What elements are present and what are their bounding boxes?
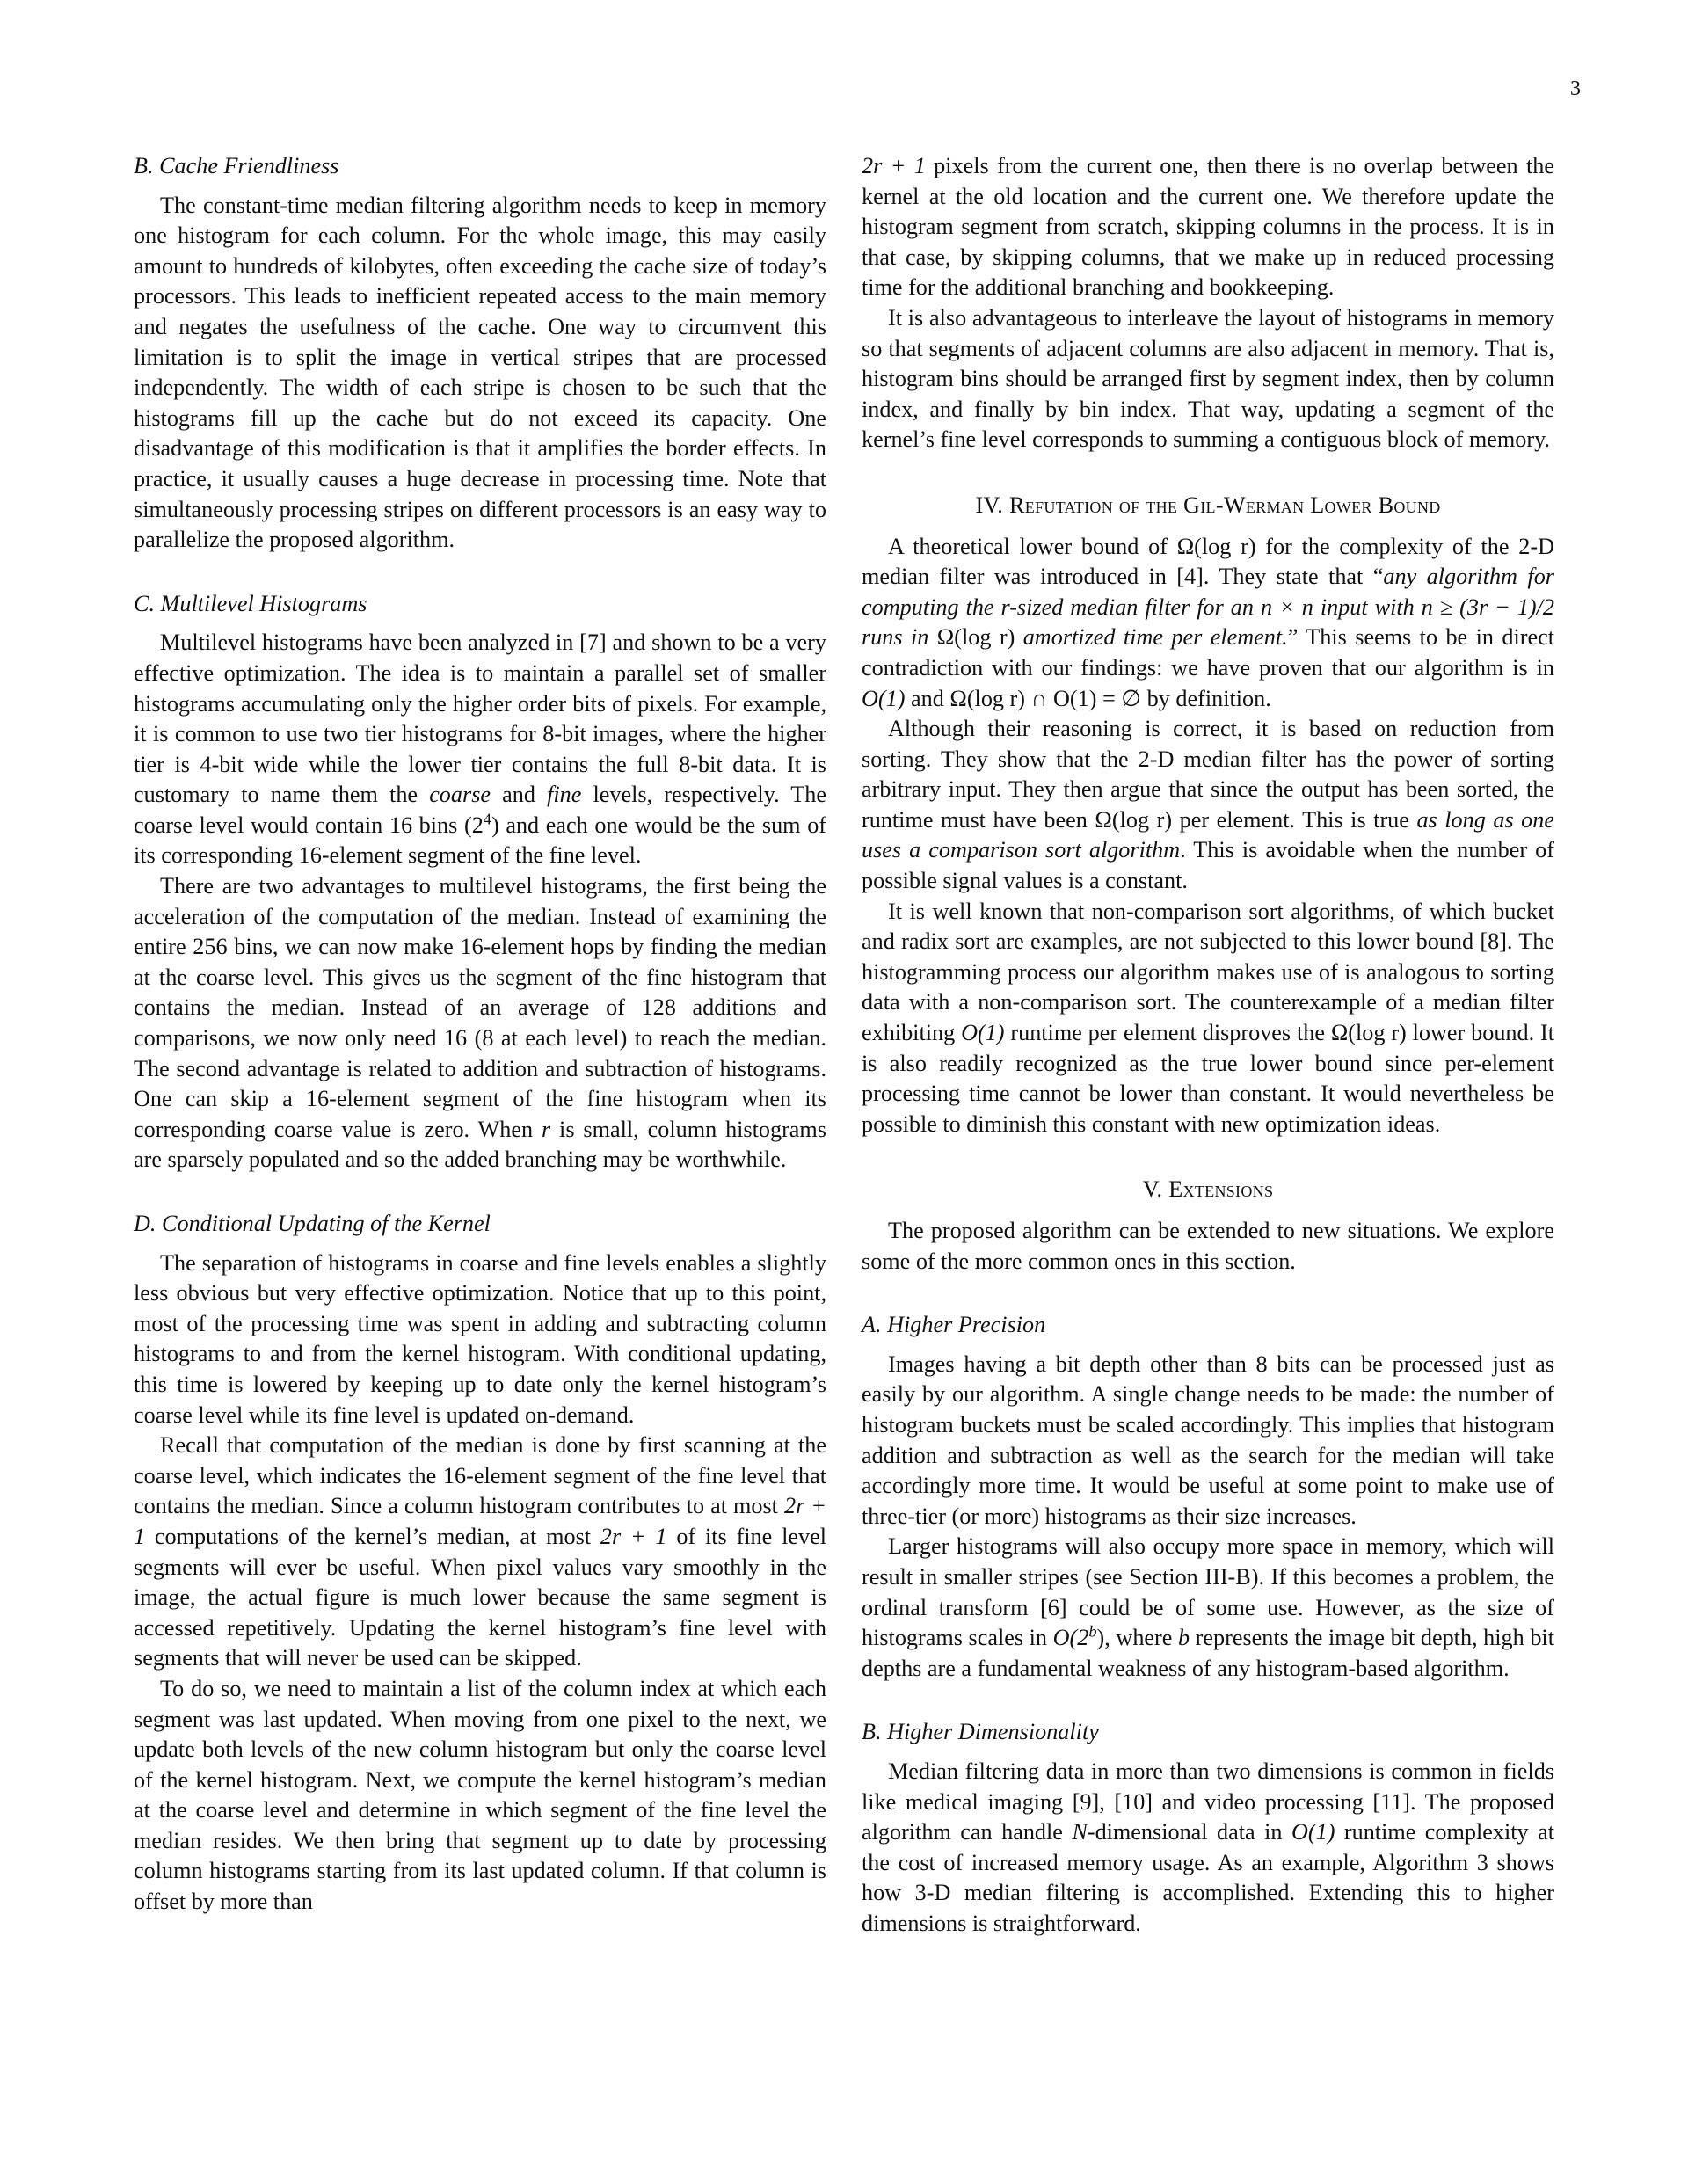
section-heading-multilevel-histograms: C. Multilevel Histograms [134,590,367,616]
paragraph: Images having a bit depth other than 8 bits can be processed just as easily by our algorithm. A single change needs to be made: the number of histogram buckets must be scaled accordingly. This implies that histogram addition and subtraction as well as the search for the median will take accordingly more time. It would be useful at some point to make use of three-tier (or more) histograms as their size increases. [862,1350,1554,1529]
paragraph: There are two advantages to multilevel histograms, the first being the acceleration of the computation of the median. Instead of examining the entire 256 bins, we can now make 16-element hops by finding the median at the coarse level. This gives us the segment of the fine histogram that contains the median. Instead of an average of 128 additions and comparisons, we now only need 16 (8 at each level) to reach the median. The second advantage is related to addition and subtraction of histograms. One can skip a 16-element segment of the fine histogram when its corresponding coarse value is zero. When r is small, column histograms are sparsely populated and so the added branching may be worthwhile. [134,873,826,1173]
right-column [862,151,1554,1939]
page-number: 3 [1570,77,1581,100]
paragraph: Recall that computation of the median is done by first scanning at the coarse level, which indicates the 16-element segment of the fine level that contains the median. Since a column histogram contributes to at most 2r + 1 computations of the kernel’s median, at most 2r + 1 of its fine level segments will ever be useful. When pixel values vary smoothly in the image, the actual figure is much lower because the same segment is accessed repetitively. Updating the kernel histogram’s fine level with segments that will never be used can be skipped. [134,1432,826,1671]
section-heading-refutation: IV. Refutation of the Gil-Werman Lower Bound [975,491,1441,518]
section-heading-higher-precision: A. Higher Precision [862,1312,1046,1338]
paragraph: 2r + 1 pixels from the current one, then there is no overlap between the kernel at the old location and the current one. We therefore update the histogram segment from scratch, skipping columns in the process. It is in that case, by skipping columns, that we make up in reduced processing time for the additional branching and bookkeeping. [862,153,1554,301]
left-column [134,151,826,1918]
paragraph: The constant-time median filtering algorithm needs to keep in memory one histogram for each column. For the whole image, this may easily amount to hundreds of kilobytes, often exceeding the cache size of today’s processors. This leads to inefficient repeated access to the main memory and negates the usefulness of the cache. One way to circumvent this limitation is to split the image in vertical stripes that are processed independently. The width of each stripe is chosen to be such that the histograms fill up the cache but do not exceed its capacity. One disadvantage of this modification is that it amplifies the border effects. In practice, it usually causes a huge decrease in processing time. Note that simultaneously processing stripes on different processors is an easy way to parallelize the proposed algorithm. [134,192,826,553]
paragraph: The separation of histograms in coarse and fine levels enables a slightly less obvious but very effective optimization. Notice that up to this point, most of the processing time was spent in adding and subtracting column histograms to and from the kernel histogram. With conditional updating, this time is lowered by keeping up to date only the kernel histogram’s coarse level while its fine level is updated on-demand. [134,1249,826,1428]
paragraph: A theoretical lower bound of Ω(log r) for the complexity of the 2-D median filter was introduced in [4]. They state that “any algorithm for computing the r-sized median filter for an n × n input with n ≥ (3r − 1)/2 runs in Ω(log r) amortized time per element.” This seems to be in direct contradiction with our findings: we have proven that our algorithm is in O(1) and Ω(log r) ∩ O(1) = ∅ by definition. [862,533,1555,711]
paragraph: Larger histograms will also occupy more space in memory, which will result in smaller stripes (see Section III-B). If this becomes a problem, the ordinal transform [6] could be of some use. However, as the size of histograms scales in O(2$^b$), where b represents the image bit depth, high bit depths are a fundamental weakness of any histogram-based algorithm. [862,1533,1554,1681]
paragraph: Median filtering data in more than two dimensions is common in fields like medical imaging [9], [10] and video processing [11]. The proposed algorithm can handle N-dimensional data in O(1) runtime complexity at the cost of increased memory usage. As an example, Algorithm 3 shows how 3-D median filtering is accomplished. Extending this to higher dimensions is straightforward. [862,1758,1554,1936]
paragraph: Multilevel histograms have been analyzed in [7] and shown to be a very effective optimization. The idea is to maintain a parallel set of smaller histograms accumulating only the higher order bits of pixels. For example, it is common to use two tier histograms for 8-bit images, where the higher tier is 4-bit wide while the lower tier contains the full 8-bit data. It is customary to name them the coarse and fine levels, respectively. The coarse level would contain 16 bins $(2^4)$ and each one would be the sum of its corresponding 16-element segment of the fine level. [134,630,827,869]
paragraph: It is also advantageous to interleave the layout of histograms in memory so that segments of adjacent columns are also adjacent in memory. That is, histogram bins should be arranged first by segment index, then by column index, and finally by bin index. That way, updating a segment of the kernel’s fine level corresponds to summing a contiguous block of memory. [862,304,1554,453]
paragraph: To do so, we need to maintain a list of the column index at which each segment was last updated. When moving from one pixel to the next, we update both levels of the new column histogram but only the coarse level of the kernel histogram. Next, we compute the kernel histogram’s median at the coarse level and determine in which segment of the fine level the median resides. We then bring that segment up to date by processing column histograms starting from its last updated column. If that column is offset by more than [134,1675,826,1915]
paragraph: The proposed algorithm can be extended to new situations. We explore some of the more common ones in this section. [862,1218,1554,1274]
paragraph: It is well known that non-comparison sort algorithms, of which bucket and radix sort are examples, are not subjected to this lower bound [8]. The histogramming process our algorithm makes use of is analogous to sorting data with a non-comparison sort. The counterexample of a median filter exhibiting O(1) runtime per element disproves the Ω(log r) lower bound. It is also readily recognized as the true lower bound since per-element processing time cannot be lower than constant. It would nevertheless be possible to diminish this constant with new optimization ideas. [862,898,1554,1137]
section-heading-higher-dimensionality: B. Higher Dimensionality [862,1719,1099,1745]
section-heading-cache-friendliness: B. Cache Friendliness [134,153,339,178]
section-heading-conditional-updating: D. Conditional Updating of the Kernel [134,1211,491,1236]
section-heading-extensions: V. Extensions [1142,1176,1274,1203]
paragraph: Although their reasoning is correct, it is based on reduction from sorting. They show that the 2-D median filter has the power of sorting arbitrary input. They then argue that since the output has been sorted, the runtime must have been Ω(log r) per element. This is true as long as one uses a comparison sort algorithm. This is avoidable when the number of possible signal values is a constant. [862,716,1554,894]
